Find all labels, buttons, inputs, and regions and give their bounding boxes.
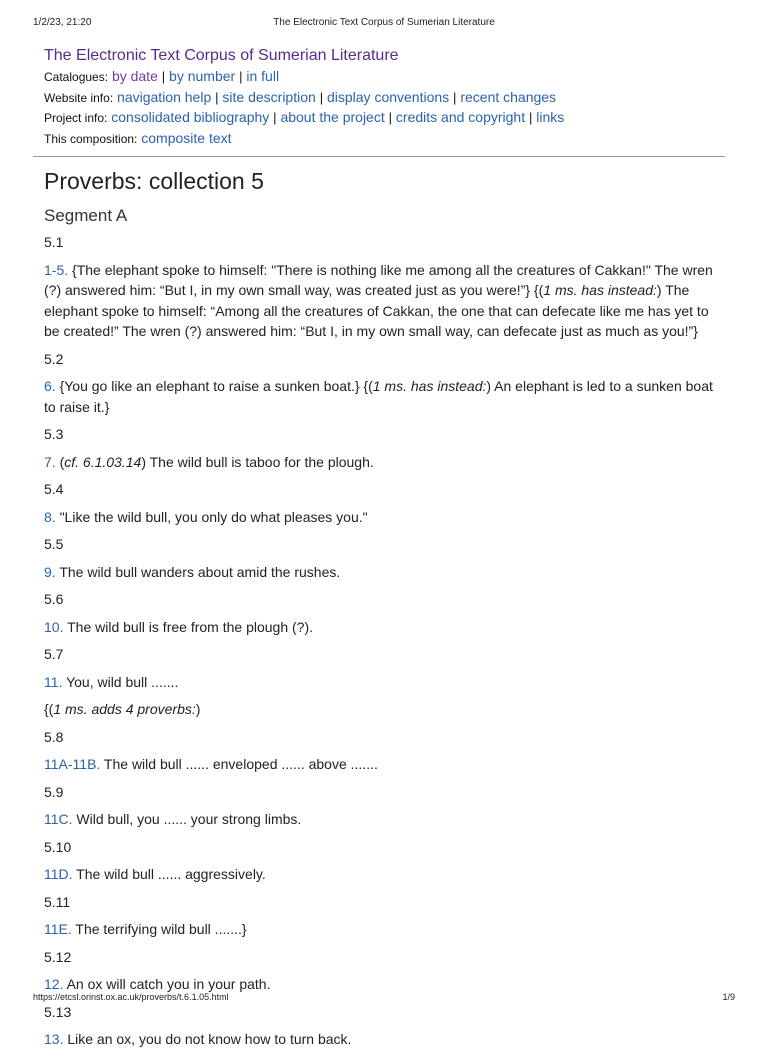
nav-link-by-date[interactable]: by date [111,68,158,84]
proverb-number: 5.1 [44,234,64,250]
nav-separator: | [239,69,243,84]
proverb-entry [44,617,724,638]
proverb-text: ) [195,701,201,717]
nav-catalogues [44,68,279,84]
editorial-note: cf. 6.1.03.14 [64,453,142,470]
line-ref-link[interactable]: 1-5. [44,261,69,278]
line-ref-link[interactable]: 7. [44,453,56,470]
line-ref-link[interactable]: 13. [44,1031,64,1047]
nav-link-by-number[interactable]: by number [169,68,236,84]
nav-label: Catalogues: [44,70,109,84]
nav-separator: | [161,69,166,84]
proverb-text: ) An elephant is led to a sunken boat to raise it.} [44,378,713,415]
proverb-text: The wild bull is free from the plough (?). [63,618,313,635]
proverb-text: Like an ox, you do not know how to turn back. [63,1031,352,1047]
nav-separator: | [528,110,533,125]
proverb-text: {( [44,701,54,717]
proverb-number: 5.6 [44,591,64,607]
line-ref-link[interactable]: 11D. [44,866,73,882]
nav-link-display-conventions[interactable]: display conventions [326,89,450,105]
nav-separator: | [273,110,277,125]
proverb-text: "Like the wild bull, you only do what pleases you." [55,508,368,525]
nav-separator: | [215,90,219,105]
nav-separator: | [388,110,393,125]
proverb-number: 5.12 [44,948,72,965]
proverb-text: An ox will catch you in your path. [63,976,271,992]
proverb-text: Wild bull, you ...... your strong limbs. [72,811,302,827]
print-title: The Electronic Text Corpus of Sumerian Literature [273,17,495,28]
proverb-text: ) The elephant spoke to himself: “Among all the creatures of Cakkan, the one that can defecate like me has yet to be created!” The wren (?) answered him: “But I, in my own small way, can defecate just as much as you!”} [44,282,709,339]
proverb-note [44,699,724,720]
line-ref-link[interactable]: 11C. [44,811,73,827]
proverb-entry [44,1029,724,1050]
nav-separator: | [319,90,324,105]
nav-this-composition [44,130,232,146]
proverb-entry [44,376,724,417]
line-ref-link[interactable]: 11E. [44,921,72,937]
page-title: Proverbs: collection 5 [44,168,264,194]
nav-link-composite-text[interactable]: composite text [141,130,232,146]
proverb-number: 5.2 [44,350,64,367]
proverb-number: 5.4 [44,481,64,497]
proverb-entry [44,452,724,473]
nav-label: Website info: [44,91,114,105]
proverb-number: 5.10 [44,838,72,855]
proverb-entry [44,672,724,693]
line-ref-link[interactable]: 6. [44,378,56,394]
proverb-number: 5.5 [44,536,64,552]
proverbs-list [44,232,724,1057]
proverb-number: 5.9 [44,783,64,800]
nav-separator: | [453,90,457,105]
divider [33,156,725,157]
nav-link-links[interactable]: links [536,109,565,125]
proverb-text: {The elephant spoke to himself: "There is nothing like me among all the creatures of Cakkan!" The wren (?) answered him: “But I, in my own small way, was created just as you were!”} {( [44,261,713,298]
proverb-text: The terrifying wild bull .......} [71,921,247,937]
site-title[interactable]: The Electronic Text Corpus of Sumerian Literature [44,47,399,64]
editorial-note: 1 ms. has instead: [543,282,657,298]
proverb-text: ( [55,453,65,470]
line-ref-link[interactable]: 12. [44,976,64,992]
nav-link-recent-changes[interactable]: recent changes [460,89,557,105]
nav-project-info [44,109,564,125]
print-date: 1/2/23, 21:20 [33,17,92,28]
proverb-entry [44,864,724,885]
proverb-number: 5.13 [44,1003,72,1020]
nav-label: Project info: [44,111,108,125]
proverb-text: ) The wild bull is taboo for the plough. [141,453,374,470]
nav-link-about-project[interactable]: about the project [280,109,385,125]
proverb-entry [44,507,724,528]
proverb-entry [44,562,724,583]
nav-link-bibliography[interactable]: consolidated bibliography [111,109,270,125]
nav-website-info [44,89,556,105]
editorial-note: 1 ms. adds 4 proverbs: [53,701,196,717]
proverb-text: The wild bull ...... aggressively. [72,866,266,882]
nav-label: This composition: [44,132,138,146]
proverb-entry [44,754,724,775]
proverb-number: 5.11 [44,893,71,910]
nav-link-in-full[interactable]: in full [246,68,280,84]
line-ref-link[interactable]: 8. [44,508,56,525]
proverb-number: 5.3 [44,426,64,442]
proverb-entry [44,919,724,940]
page-number: 1/9 [722,992,735,1002]
nav-link-navigation-help[interactable]: navigation help [117,89,212,105]
line-ref-link[interactable]: 11A-11B. [44,756,101,772]
proverb-text: The wild bull wanders about amid the rushes. [55,563,341,580]
line-ref-link[interactable]: 9. [44,563,56,580]
proverb-number: 5.7 [44,646,64,662]
proverb-text: You, wild bull ....... [62,673,179,690]
line-ref-link[interactable]: 10. [44,618,64,635]
print-url: https://etcsl.orinst.ox.ac.uk/proverbs/t.6.1.05.html [33,992,229,1002]
editorial-note: 1 ms. has instead: [372,378,487,394]
proverb-entry [44,260,724,342]
proverb-entry [44,809,724,830]
proverb-number: 5.8 [44,728,64,745]
proverb-text: The wild bull ...... enveloped ...... above ....... [100,756,378,772]
line-ref-link[interactable]: 11. [44,673,63,690]
nav-link-site-description[interactable]: site description [222,89,316,105]
segment-heading: Segment A [44,206,128,225]
proverb-text: {You go like an elephant to raise a sunken boat.} {( [55,378,373,394]
nav-link-credits[interactable]: credits and copyright [395,109,526,125]
